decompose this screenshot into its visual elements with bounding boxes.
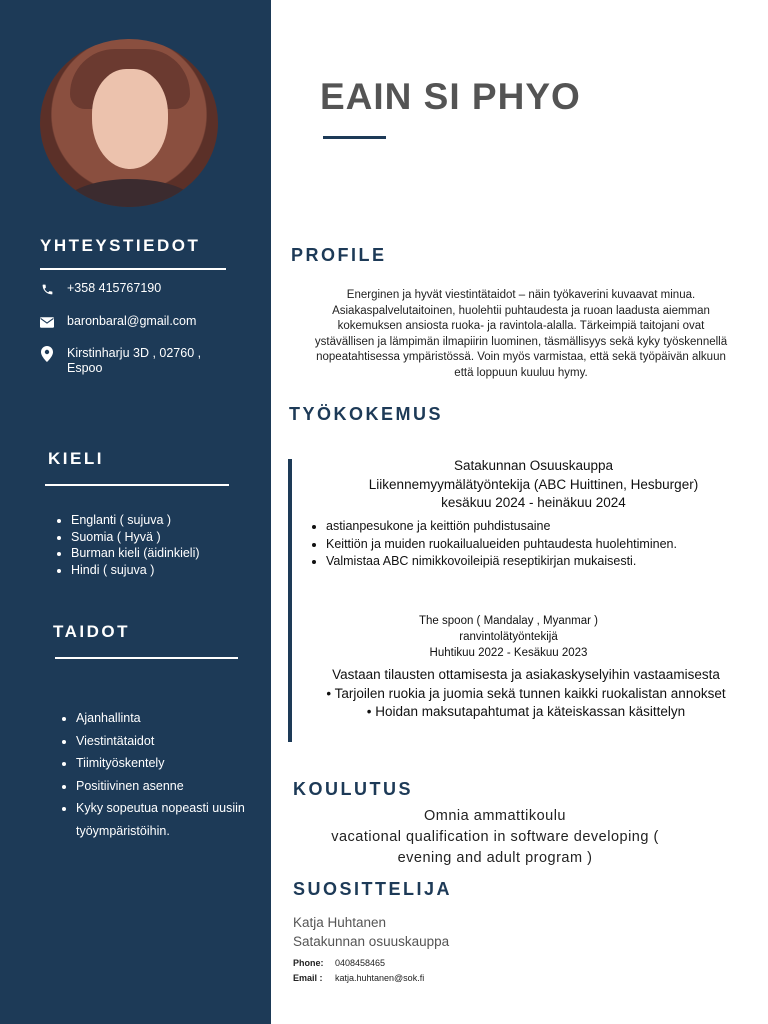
languages-heading: KIELI xyxy=(48,449,104,468)
education-heading: KOULUTUS xyxy=(293,779,413,799)
avatar-face xyxy=(92,69,168,169)
language-item: • Suomia ( Hyvä ) xyxy=(71,529,200,546)
phone-icon xyxy=(40,282,54,296)
address-line-1: Kirstinharju 3D , 02760 , xyxy=(67,346,202,360)
job1-duty: • Keittiön ja muiden ruokailualueiden puhtaudesta huolehtiminen. xyxy=(326,536,718,554)
language-item: • Hindi ( sujuva ) xyxy=(71,562,200,579)
job1-title: Liikennemyymälätyöntekija (ABC Huittinen, Hesburger) xyxy=(368,476,699,492)
skill-item: • Positiivinen asenne xyxy=(76,775,245,798)
job2-duty: Vastaan tilausten ottamisesta ja asiakaskyselyihin vastaamisesta xyxy=(332,667,720,682)
avatar xyxy=(40,39,218,207)
reference-contact xyxy=(293,914,449,951)
title-rule xyxy=(323,136,386,139)
contact-phone-text: +358 415767190 xyxy=(67,281,162,295)
education-line: evening and adult program ) xyxy=(397,850,593,866)
job1-duties xyxy=(308,518,718,571)
education-line: Omnia ammattikoulu xyxy=(424,808,566,824)
skill-item: • Kyky sopeutua nopeasti uusiin xyxy=(76,797,245,820)
language-item: • Englanti ( sujuva ) xyxy=(71,512,200,529)
skill-item-continued: työympäristöihin. xyxy=(76,823,170,838)
profile-line: Asiakaspalvelutaitoinen, huolehtii puhtaudesta ja ruoan laadusta aiemman xyxy=(332,304,710,317)
job1-duty: • Valmistaa ABC nimikkovoileipiä reseptikirjan mukaisesti. xyxy=(326,553,718,571)
contact-address xyxy=(40,346,201,376)
contact-rule xyxy=(40,268,226,270)
contact-phone[interactable] xyxy=(40,281,161,296)
job2-duties xyxy=(296,666,756,722)
contact-email-text: baronbaral@gmail.com xyxy=(67,314,197,328)
job2-duty: • Hoidan maksutapahtumat ja käteiskassan käsittelyn xyxy=(366,704,686,719)
sidebar xyxy=(0,0,271,1024)
avatar-shirt xyxy=(60,179,200,207)
profile-heading: PROFILE xyxy=(291,245,387,265)
job1-period: kesäkuu 2024 - heinäkuu 2024 xyxy=(441,495,626,510)
profile-text xyxy=(286,288,756,381)
job2-title: ranvintolätyöntekijä xyxy=(459,631,558,643)
reference-phone-row xyxy=(293,958,385,968)
timeline-bar xyxy=(288,459,292,742)
reference-company: Satakunnan osuuskauppa xyxy=(293,933,450,949)
profile-line: nopeatahtisessa ympäristössä. Voin myös varmistaa, että sekä työpäivän alkuun xyxy=(316,351,726,363)
profile-line: ystävällisen ja lämpimän ilmapiirin luominen, täsmällisyys sekä kyky työskennellä xyxy=(314,335,728,348)
language-item: • Burman kieli (äidinkieli) xyxy=(71,545,200,562)
reference-phone[interactable]: 0408458465 xyxy=(335,958,386,968)
profile-line: kokemuksen ansiosta ruoka- ja ravintola-alalla. Tärkeimpiä taitojani ovat xyxy=(337,320,705,332)
reference-name: Katja Huhtanen xyxy=(293,915,387,930)
reference-heading: SUOSITTELIJA xyxy=(293,879,453,899)
skills-list xyxy=(60,707,245,842)
job1-company: Satakunnan Osuuskauppa xyxy=(453,458,614,473)
skill-item: • Tiimityöskentely xyxy=(76,752,245,775)
languages-rule xyxy=(45,484,229,486)
education-text xyxy=(300,806,690,869)
reference-email[interactable]: katja.huhtanen@sok.fi xyxy=(335,973,425,983)
job2-company: The spoon ( Mandalay , Myanmar ) xyxy=(419,615,598,627)
skills-rule xyxy=(55,657,238,659)
reference-email-row xyxy=(293,973,424,983)
reference-phone-label: Phone: xyxy=(293,958,324,968)
skill-item: • Viestintätaidot xyxy=(76,730,245,753)
job2-period: Huhtikuu 2022 - Kesäkuu 2023 xyxy=(429,647,588,659)
contact-address-text xyxy=(67,346,201,376)
job2-header xyxy=(296,613,721,661)
profile-line: että loppuun kuuluu hymy. xyxy=(454,366,588,379)
languages-list xyxy=(55,512,200,578)
job1-duty: • astianpesukone ja keittiön puhdistusaine xyxy=(326,518,718,536)
job1-header xyxy=(296,457,768,513)
location-icon xyxy=(40,347,54,361)
experience-heading: TYÖKOKEMUS xyxy=(289,404,444,424)
job2-duty: • Tarjoilen ruokia ja juomia sekä tunnen kaikki ruokalistan annokset xyxy=(326,685,726,701)
contact-heading: YHTEYSTIEDOT xyxy=(40,236,201,255)
skill-item: • Ajanhallinta xyxy=(76,707,245,730)
profile-line: Energinen ja hyvät viestintätaidot – näin työkaverini kuvaavat minua. xyxy=(346,289,696,301)
email-icon xyxy=(40,315,54,329)
skills-heading: TAIDOT xyxy=(53,622,131,641)
contact-email[interactable] xyxy=(40,314,196,329)
address-line-2: Espoo xyxy=(67,361,103,375)
education-line: vacational qualification in software developing ( xyxy=(331,829,659,845)
reference-email-label: Email : xyxy=(293,973,323,983)
page-title: EAIN SI PHYO xyxy=(320,76,581,117)
